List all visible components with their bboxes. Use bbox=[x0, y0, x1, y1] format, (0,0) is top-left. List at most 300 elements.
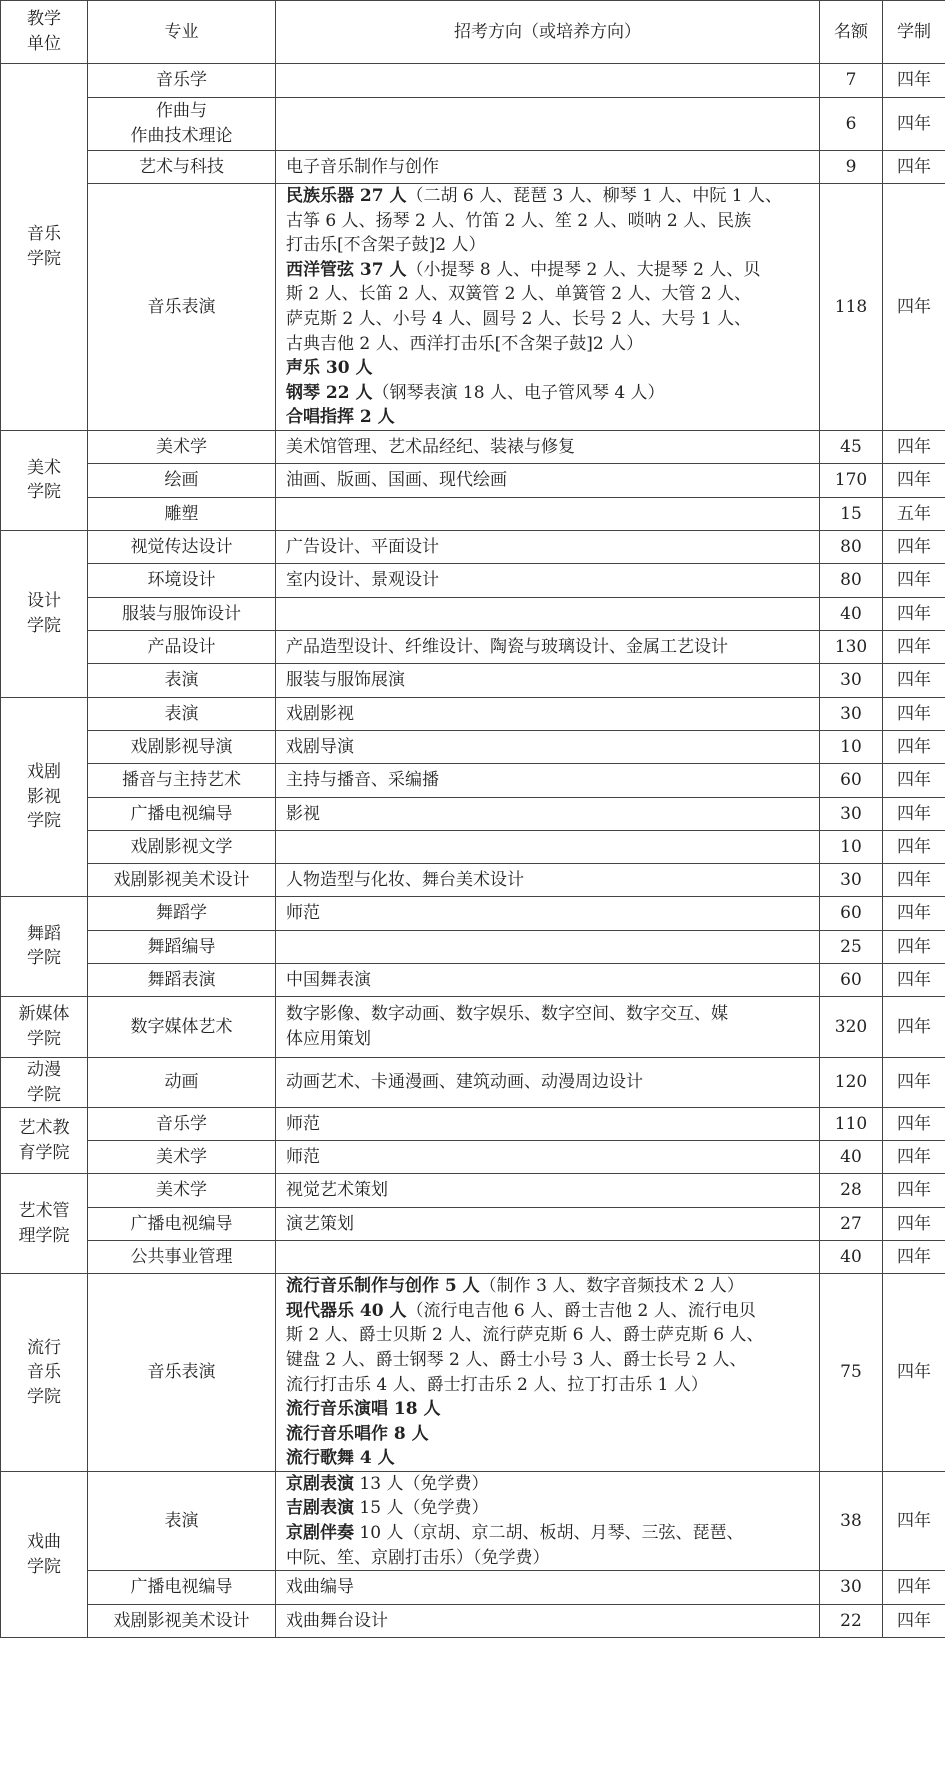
table-row bbox=[1, 1057, 945, 1107]
direction-cell bbox=[276, 184, 820, 431]
duration-value: 四年 bbox=[883, 64, 945, 98]
direction-line bbox=[286, 405, 809, 430]
major-name-line: 美术学 bbox=[156, 436, 207, 457]
unit-name bbox=[1, 896, 88, 996]
table-row bbox=[1, 98, 945, 151]
direction-text: 10 人（京胡、京二胡、板胡、月琴、三弦、琵琶、 bbox=[354, 1523, 744, 1544]
major-name bbox=[88, 1057, 276, 1107]
unit-name bbox=[1, 1108, 88, 1174]
unit-name bbox=[1, 64, 88, 431]
direction-line bbox=[286, 356, 809, 381]
direction-text: 人物造型与化妆、舞台美术设计 bbox=[286, 869, 524, 890]
major-name-line: 音乐表演 bbox=[147, 296, 216, 317]
direction-text: 体应用策划 bbox=[286, 1028, 371, 1049]
direction-line bbox=[286, 668, 809, 693]
quota-value: 60 bbox=[820, 763, 883, 797]
quota-value: 130 bbox=[820, 630, 883, 663]
direction-cell bbox=[276, 963, 820, 996]
major-name-line: 作曲技术理论 bbox=[130, 126, 233, 146]
major-name-line: 公共事业管理 bbox=[130, 1246, 233, 1267]
unit-name-line: 音乐 bbox=[27, 1362, 61, 1383]
major-name-line: 数字媒体艺术 bbox=[130, 1016, 233, 1037]
major-name-line: 音乐学 bbox=[156, 70, 207, 91]
header-unit: 教学 单位 bbox=[1, 1, 88, 64]
table-row bbox=[1, 463, 945, 497]
direction-highlight: 声乐 30 人 bbox=[286, 358, 373, 379]
direction-line bbox=[286, 1274, 809, 1299]
major-name bbox=[88, 151, 276, 184]
direction-line bbox=[286, 901, 809, 926]
direction-cell bbox=[276, 697, 820, 730]
direction-line bbox=[286, 209, 809, 234]
direction-line bbox=[286, 702, 809, 727]
direction-text: 键盘 2 人、爵士钢琴 2 人、爵士小号 3 人、爵士长号 2 人、 bbox=[286, 1349, 747, 1370]
table-row bbox=[1, 963, 945, 996]
direction-line bbox=[286, 381, 809, 406]
major-name bbox=[88, 430, 276, 463]
duration-value: 四年 bbox=[883, 463, 945, 497]
major-name-line: 产品设计 bbox=[147, 636, 216, 657]
table-row bbox=[1, 530, 945, 563]
direction-cell bbox=[276, 730, 820, 763]
direction-line bbox=[286, 1348, 809, 1373]
quota-value: 38 bbox=[820, 1471, 883, 1570]
direction-text: 电子音乐制作与创作 bbox=[286, 156, 439, 177]
direction-cell bbox=[276, 1108, 820, 1141]
quota-value: 30 bbox=[820, 697, 883, 730]
quota-value: 30 bbox=[820, 797, 883, 830]
direction-line bbox=[286, 1112, 809, 1137]
duration-value: 四年 bbox=[883, 996, 945, 1057]
direction-line bbox=[286, 535, 809, 560]
quota-value: 15 bbox=[820, 497, 883, 530]
direction-text: 戏剧导演 bbox=[286, 736, 354, 757]
direction-cell bbox=[276, 1141, 820, 1174]
direction-text: 师范 bbox=[286, 1113, 320, 1134]
duration-value: 四年 bbox=[883, 630, 945, 663]
direction-text: 戏曲编导 bbox=[286, 1577, 354, 1598]
direction-line bbox=[286, 1397, 809, 1422]
direction-line bbox=[286, 1070, 809, 1095]
table-row bbox=[1, 830, 945, 863]
unit-name-line: 戏剧 bbox=[27, 762, 61, 783]
unit-name-line: 学院 bbox=[27, 811, 61, 832]
direction-text: （流行电吉他 6 人、爵士吉他 2 人、流行电贝 bbox=[406, 1300, 756, 1321]
direction-text: （二胡 6 人、琵琶 3 人、柳琴 1 人、中阮 1 人、 bbox=[406, 186, 782, 206]
major-name-line: 舞蹈学 bbox=[156, 903, 207, 924]
direction-cell bbox=[276, 1571, 820, 1605]
major-name-line: 表演 bbox=[164, 670, 199, 691]
major-name bbox=[88, 996, 276, 1057]
direction-cell bbox=[276, 1274, 820, 1472]
quota-value: 40 bbox=[820, 597, 883, 630]
quota-value: 30 bbox=[820, 1571, 883, 1605]
direction-cell bbox=[276, 930, 820, 963]
quota-value: 80 bbox=[820, 530, 883, 563]
duration-value: 四年 bbox=[883, 1241, 945, 1274]
major-name-line: 视觉传达设计 bbox=[130, 536, 233, 557]
quota-value: 30 bbox=[820, 663, 883, 697]
major-name-line: 播音与主持艺术 bbox=[122, 770, 241, 791]
direction-line bbox=[286, 1446, 809, 1471]
direction-cell bbox=[276, 151, 820, 184]
major-name bbox=[88, 184, 276, 431]
duration-value: 四年 bbox=[883, 1174, 945, 1208]
duration-value: 四年 bbox=[883, 530, 945, 563]
table-row bbox=[1, 1241, 945, 1274]
header-quota: 名额 bbox=[820, 1, 883, 64]
major-name bbox=[88, 730, 276, 763]
direction-line bbox=[286, 468, 809, 493]
direction-text: （钢琴表演 18 人、电子管风琴 4 人） bbox=[372, 382, 665, 403]
direction-text: 广告设计、平面设计 bbox=[286, 536, 439, 557]
quota-value: 170 bbox=[820, 463, 883, 497]
major-name bbox=[88, 463, 276, 497]
duration-value: 四年 bbox=[883, 1571, 945, 1605]
header-major: 专业 bbox=[88, 1, 276, 64]
duration-value: 四年 bbox=[883, 1471, 945, 1570]
direction-line bbox=[286, 1145, 809, 1170]
quota-value: 75 bbox=[820, 1274, 883, 1472]
direction-text: 戏曲舞台设计 bbox=[286, 1610, 388, 1631]
direction-line bbox=[286, 1609, 809, 1634]
direction-line bbox=[286, 868, 809, 893]
major-name-line: 广播电视编导 bbox=[130, 1577, 233, 1598]
major-name bbox=[88, 863, 276, 896]
major-name bbox=[88, 597, 276, 630]
duration-value: 四年 bbox=[883, 1208, 945, 1241]
direction-cell bbox=[276, 430, 820, 463]
direction-text: 产品造型设计、纤维设计、陶瓷与玻璃设计、金属工艺设计 bbox=[286, 636, 728, 657]
direction-highlight: 流行歌舞 4 人 bbox=[286, 1448, 395, 1469]
unit-name-line: 舞蹈 bbox=[27, 923, 61, 944]
major-name-line: 戏剧影视导演 bbox=[130, 736, 233, 757]
unit-name-line: 学院 bbox=[27, 615, 61, 636]
unit-name-line: 学院 bbox=[27, 248, 61, 269]
duration-value: 四年 bbox=[883, 763, 945, 797]
major-name bbox=[88, 763, 276, 797]
duration-value: 四年 bbox=[883, 863, 945, 896]
major-name bbox=[88, 1274, 276, 1472]
table-row bbox=[1, 863, 945, 896]
major-name-line: 戏剧影视美术设计 bbox=[113, 869, 250, 890]
direction-line bbox=[286, 1027, 809, 1052]
major-name bbox=[88, 497, 276, 530]
major-name bbox=[88, 563, 276, 597]
quota-value: 40 bbox=[820, 1141, 883, 1174]
major-name bbox=[88, 663, 276, 697]
table-row bbox=[1, 697, 945, 730]
major-name-line: 动画 bbox=[164, 1072, 199, 1093]
direction-text: 视觉艺术策划 bbox=[286, 1180, 388, 1201]
direction-highlight: 钢琴 22 人 bbox=[286, 382, 373, 403]
direction-cell bbox=[276, 763, 820, 797]
table-row bbox=[1, 763, 945, 797]
major-name bbox=[88, 697, 276, 730]
unit-name-line: 新媒体 bbox=[18, 1004, 70, 1025]
direction-line bbox=[286, 1299, 809, 1324]
duration-value: 四年 bbox=[883, 184, 945, 431]
direction-text: 服装与服饰展演 bbox=[286, 670, 405, 691]
unit-name-line: 育学院 bbox=[18, 1142, 70, 1163]
unit-name bbox=[1, 1057, 88, 1107]
major-name-line: 广播电视编导 bbox=[130, 803, 233, 824]
direction-line bbox=[286, 1323, 809, 1348]
quota-value: 40 bbox=[820, 1241, 883, 1274]
duration-value: 四年 bbox=[883, 1605, 945, 1638]
direction-cell bbox=[276, 597, 820, 630]
direction-text: 数字影像、数字动画、数字娱乐、数字空间、数字交互、媒 bbox=[286, 1004, 728, 1025]
direction-text: 中国舞表演 bbox=[286, 969, 371, 990]
unit-name bbox=[1, 430, 88, 530]
table-row bbox=[1, 1141, 945, 1174]
major-name bbox=[88, 530, 276, 563]
table-row bbox=[1, 797, 945, 830]
table-row bbox=[1, 497, 945, 530]
duration-value: 四年 bbox=[883, 797, 945, 830]
quota-value: 118 bbox=[820, 184, 883, 431]
unit-name-line: 学院 bbox=[27, 948, 61, 969]
major-name bbox=[88, 1141, 276, 1174]
major-name bbox=[88, 1605, 276, 1638]
unit-name-line: 流行 bbox=[27, 1337, 61, 1358]
direction-cell bbox=[276, 1471, 820, 1570]
direction-text: 戏剧影视 bbox=[286, 703, 354, 724]
major-name-line: 表演 bbox=[164, 703, 199, 724]
table-row bbox=[1, 896, 945, 930]
table-row bbox=[1, 597, 945, 630]
direction-line bbox=[286, 1575, 809, 1600]
unit-name-line: 音乐 bbox=[27, 224, 61, 245]
unit-name bbox=[1, 530, 88, 697]
quota-value: 320 bbox=[820, 996, 883, 1057]
direction-text: 萨克斯 2 人、小号 4 人、圆号 2 人、长号 2 人、大号 1 人、 bbox=[286, 308, 752, 329]
direction-text: 15 人（免学费） bbox=[354, 1498, 489, 1519]
unit-name bbox=[1, 996, 88, 1057]
major-name bbox=[88, 1471, 276, 1570]
unit-name bbox=[1, 1274, 88, 1472]
duration-value: 四年 bbox=[883, 151, 945, 184]
table-row bbox=[1, 630, 945, 663]
direction-line bbox=[286, 435, 809, 460]
direction-text: 室内设计、景观设计 bbox=[286, 570, 439, 591]
direction-cell bbox=[276, 463, 820, 497]
direction-text: 动画艺术、卡通漫画、建筑动画、动漫周边设计 bbox=[286, 1072, 643, 1093]
direction-line bbox=[286, 332, 809, 357]
direction-line bbox=[286, 1546, 809, 1571]
direction-text: （制作 3 人、数字音频技术 2 人） bbox=[479, 1276, 744, 1297]
direction-cell bbox=[276, 863, 820, 896]
direction-line bbox=[286, 1178, 809, 1203]
table-row bbox=[1, 1174, 945, 1208]
direction-text: 油画、版画、国画、现代绘画 bbox=[286, 470, 507, 491]
major-name-line: 音乐表演 bbox=[147, 1362, 216, 1383]
major-name bbox=[88, 64, 276, 98]
direction-line bbox=[286, 155, 809, 180]
direction-text: 古典吉他 2 人、西洋打击乐[不含架子鼓]2 人） bbox=[286, 333, 644, 354]
direction-line bbox=[286, 233, 809, 258]
major-name bbox=[88, 1174, 276, 1208]
direction-cell bbox=[276, 98, 820, 151]
major-name-line: 舞蹈表演 bbox=[147, 969, 216, 990]
quota-value: 6 bbox=[820, 98, 883, 151]
duration-value: 四年 bbox=[883, 830, 945, 863]
direction-text: 斯 2 人、长笛 2 人、双簧管 2 人、单簧管 2 人、大管 2 人、 bbox=[286, 284, 752, 305]
major-name-line: 绘画 bbox=[164, 470, 199, 491]
table-row bbox=[1, 1208, 945, 1241]
major-name bbox=[88, 830, 276, 863]
direction-highlight: 京剧表演 bbox=[286, 1473, 354, 1494]
major-name bbox=[88, 1241, 276, 1274]
direction-highlight: 民族乐器 27 人 bbox=[286, 186, 407, 206]
header-duration: 学制 bbox=[883, 1, 945, 64]
duration-value: 四年 bbox=[883, 563, 945, 597]
major-name bbox=[88, 98, 276, 151]
direction-cell bbox=[276, 64, 820, 98]
direction-line bbox=[286, 1212, 809, 1237]
major-name bbox=[88, 1208, 276, 1241]
direction-highlight: 流行音乐演唱 18 人 bbox=[286, 1399, 441, 1420]
table-row bbox=[1, 430, 945, 463]
duration-value: 四年 bbox=[883, 896, 945, 930]
quota-value: 60 bbox=[820, 896, 883, 930]
unit-name-line: 艺术教 bbox=[18, 1118, 70, 1139]
quota-value: 25 bbox=[820, 930, 883, 963]
duration-value: 四年 bbox=[883, 1141, 945, 1174]
unit-name-line: 理学院 bbox=[18, 1225, 70, 1246]
duration-value: 五年 bbox=[883, 497, 945, 530]
direction-cell bbox=[276, 497, 820, 530]
direction-cell bbox=[276, 1208, 820, 1241]
quota-value: 10 bbox=[820, 830, 883, 863]
direction-line bbox=[286, 568, 809, 593]
direction-text: 古筝 6 人、扬琴 2 人、竹笛 2 人、笙 2 人、唢呐 2 人、民族 bbox=[286, 210, 752, 231]
major-name bbox=[88, 630, 276, 663]
direction-line bbox=[286, 1496, 809, 1521]
direction-line bbox=[286, 1521, 809, 1546]
direction-line bbox=[286, 768, 809, 793]
duration-value: 四年 bbox=[883, 1108, 945, 1141]
direction-highlight: 合唱指挥 2 人 bbox=[286, 407, 395, 428]
table-row bbox=[1, 996, 945, 1057]
table-row bbox=[1, 1274, 945, 1472]
direction-highlight: 西洋管弦 37 人 bbox=[286, 259, 407, 280]
direction-text: 13 人（免学费） bbox=[354, 1473, 489, 1494]
direction-cell bbox=[276, 797, 820, 830]
major-name-line: 作曲与 bbox=[156, 101, 207, 122]
direction-highlight: 流行音乐唱作 8 人 bbox=[286, 1423, 429, 1444]
direction-text: 流行打击乐 4 人、爵士打击乐 2 人、拉丁打击乐 1 人） bbox=[286, 1374, 708, 1395]
direction-highlight: 现代器乐 40 人 bbox=[286, 1300, 407, 1321]
table-row bbox=[1, 663, 945, 697]
table-row bbox=[1, 930, 945, 963]
direction-line bbox=[286, 307, 809, 332]
direction-highlight: 京剧伴奏 bbox=[286, 1523, 354, 1544]
unit-name bbox=[1, 697, 88, 896]
duration-value: 四年 bbox=[883, 963, 945, 996]
duration-value: 四年 bbox=[883, 1057, 945, 1107]
duration-value: 四年 bbox=[883, 1274, 945, 1472]
direction-line bbox=[286, 184, 809, 209]
major-name-line: 美术学 bbox=[156, 1180, 207, 1201]
direction-text: 师范 bbox=[286, 903, 320, 924]
direction-text: 师范 bbox=[286, 1146, 320, 1167]
quota-value: 45 bbox=[820, 430, 883, 463]
unit-name-line: 学院 bbox=[27, 482, 61, 503]
major-name-line: 服装与服饰设计 bbox=[122, 603, 241, 624]
unit-name bbox=[1, 1174, 88, 1274]
unit-name-line: 动漫 bbox=[27, 1059, 61, 1080]
direction-cell bbox=[276, 663, 820, 697]
direction-cell bbox=[276, 630, 820, 663]
direction-line bbox=[286, 968, 809, 993]
duration-value: 四年 bbox=[883, 663, 945, 697]
unit-name-line: 艺术管 bbox=[18, 1201, 70, 1222]
major-name bbox=[88, 797, 276, 830]
direction-line bbox=[286, 735, 809, 760]
unit-name-line: 学院 bbox=[27, 1084, 61, 1105]
direction-cell bbox=[276, 1057, 820, 1107]
unit-name-line: 学院 bbox=[27, 1556, 61, 1577]
quota-value: 27 bbox=[820, 1208, 883, 1241]
table-header bbox=[1, 1, 945, 64]
duration-value: 四年 bbox=[883, 930, 945, 963]
unit-name-line: 学院 bbox=[27, 1386, 61, 1407]
quota-value: 120 bbox=[820, 1057, 883, 1107]
major-name-line: 环境设计 bbox=[147, 570, 216, 591]
duration-value: 四年 bbox=[883, 697, 945, 730]
table-row bbox=[1, 1605, 945, 1638]
direction-line bbox=[286, 258, 809, 283]
table-row bbox=[1, 1108, 945, 1141]
direction-line bbox=[286, 635, 809, 660]
unit-name-line: 戏曲 bbox=[27, 1531, 61, 1552]
table-row bbox=[1, 1471, 945, 1570]
table-row bbox=[1, 730, 945, 763]
direction-cell bbox=[276, 1605, 820, 1638]
quota-value: 60 bbox=[820, 963, 883, 996]
quota-value: 9 bbox=[820, 151, 883, 184]
direction-text: 影视 bbox=[286, 803, 320, 824]
direction-cell bbox=[276, 830, 820, 863]
direction-highlight: 吉剧表演 bbox=[286, 1498, 354, 1519]
unit-name-line: 美术 bbox=[27, 457, 61, 478]
direction-text: 演艺策划 bbox=[286, 1213, 354, 1234]
table-row bbox=[1, 151, 945, 184]
major-name bbox=[88, 1108, 276, 1141]
major-name bbox=[88, 896, 276, 930]
table-row bbox=[1, 64, 945, 98]
major-name-line: 戏剧影视文学 bbox=[130, 836, 233, 857]
direction-line bbox=[286, 282, 809, 307]
unit-name-line: 学院 bbox=[27, 1028, 61, 1049]
direction-text: （小提琴 8 人、中提琴 2 人、大提琴 2 人、贝 bbox=[406, 259, 761, 280]
table-row bbox=[1, 1571, 945, 1605]
major-name bbox=[88, 930, 276, 963]
duration-value: 四年 bbox=[883, 430, 945, 463]
direction-text: 主持与播音、采编播 bbox=[286, 770, 439, 791]
header-direction: 招考方向（或培养方向） bbox=[276, 1, 820, 64]
direction-text: 打击乐[不含架子鼓]2 人） bbox=[286, 235, 486, 256]
quota-value: 7 bbox=[820, 64, 883, 98]
direction-line bbox=[286, 1472, 809, 1497]
duration-value: 四年 bbox=[883, 597, 945, 630]
unit-name bbox=[1, 1471, 88, 1637]
major-name-line: 艺术与科技 bbox=[139, 156, 224, 177]
quota-value: 80 bbox=[820, 563, 883, 597]
direction-line bbox=[286, 1422, 809, 1447]
major-name-line: 舞蹈编导 bbox=[147, 936, 216, 957]
